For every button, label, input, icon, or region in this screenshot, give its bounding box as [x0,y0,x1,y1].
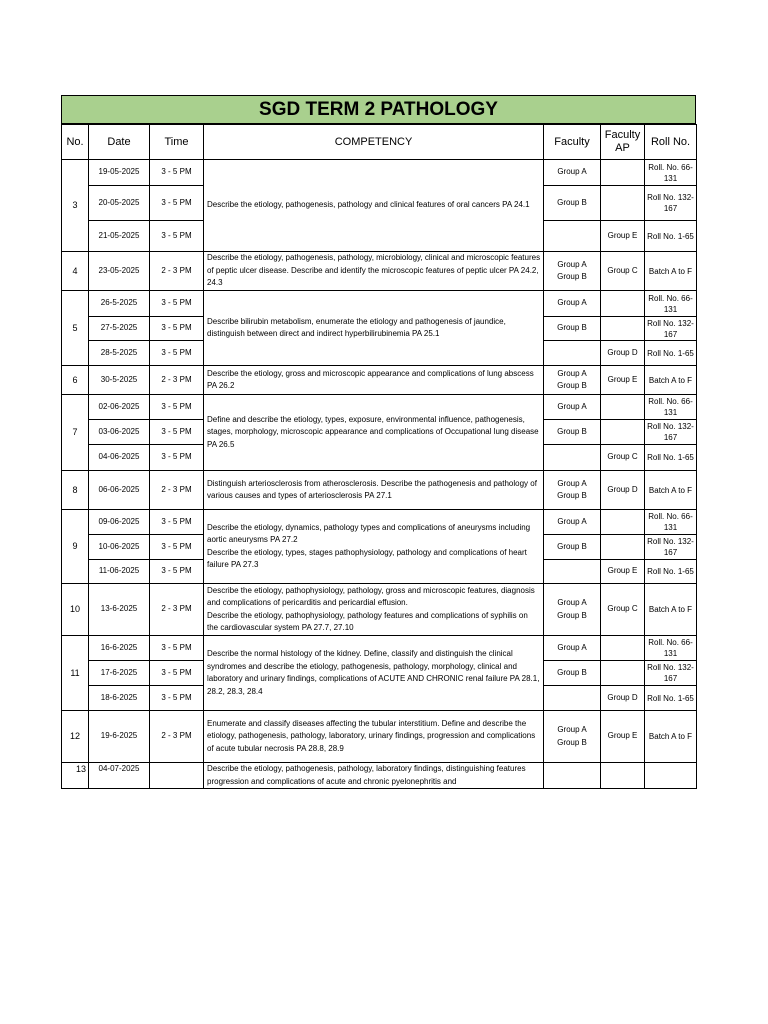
faculty-cell [544,560,601,584]
date-cell: 27-5-2025 [89,317,150,341]
schedule-sheet [61,95,696,789]
date-cell: 17-6-2025 [89,661,150,686]
faculty-cell [544,341,601,366]
time-cell: 2 - 3 PM [150,252,204,291]
faculty-ap-cell [601,535,645,560]
time-cell: 2 - 3 PM [150,711,204,763]
row-number: 10 [62,584,89,636]
faculty-ap-cell [601,636,645,661]
date-cell: 21-05-2025 [89,221,150,252]
row-number: 5 [62,291,89,366]
date-cell: 16-6-2025 [89,636,150,661]
roll-cell: Roll No. 132-167 [645,420,697,445]
faculty-ap-cell: Group E [601,560,645,584]
date-cell: 23-05-2025 [89,252,150,291]
faculty-cell: Group B [544,661,601,686]
date-cell: 18-6-2025 [89,686,150,711]
faculty-ap-cell [601,510,645,535]
date-cell: 04-07-2025 [89,763,150,789]
roll-cell: Roll No. 1-65 [645,560,697,584]
roll-cell: Roll No. 132-167 [645,661,697,686]
competency-cell: Describe the etiology, pathogenesis, pathology, microbiology, clinical and microscopic features of peptic ulcer disease. Describe and identify the microscopic features of peptic ulcer PA 24.2, 24.3 [204,252,544,291]
table-row [62,395,697,420]
faculty-cell: Group A [544,160,601,186]
faculty-ap-cell [601,291,645,317]
table-row [62,291,697,317]
table-row [62,366,697,395]
time-cell [150,763,204,789]
faculty-cell: Group A Group B [544,252,601,291]
row-number: 13 [62,763,89,789]
faculty-cell: Group B [544,317,601,341]
faculty-ap-cell [601,661,645,686]
competency-cell: Distinguish arteriosclerosis from atherosclerosis. Describe the pathogenesis and pathology of various causes and types of arteriosclerosis PA 27.1 [204,471,544,510]
row-number: 8 [62,471,89,510]
roll-cell: Batch A to F [645,366,697,395]
header-faculty: Faculty [544,125,601,160]
faculty-ap-cell [601,160,645,186]
faculty-ap-cell: Group D [601,686,645,711]
time-cell: 3 - 5 PM [150,341,204,366]
roll-cell [645,763,697,789]
roll-cell: Roll No. 1-65 [645,445,697,471]
table-row [62,636,697,661]
faculty-cell: Group A Group B [544,366,601,395]
faculty-cell: Group A [544,291,601,317]
date-cell: 06-06-2025 [89,471,150,510]
roll-cell: Roll No. 132-167 [645,317,697,341]
roll-cell: Roll No. 132-167 [645,535,697,560]
row-number: 4 [62,252,89,291]
competency-cell: Describe the etiology, gross and microscopic appearance and complications of lung abscess PA 26.2 [204,366,544,395]
time-cell: 3 - 5 PM [150,317,204,341]
time-cell: 2 - 3 PM [150,366,204,395]
table-row [62,471,697,510]
faculty-ap-cell: Group E [601,711,645,763]
faculty-ap-cell [601,317,645,341]
competency-cell: Define and describe the etiology, types, exposure, environmental influence, pathogenesis, stages, morphology, microscopic appearance and complications of Occupational lung disease PA 26.5 [204,395,544,471]
faculty-ap-cell: Group C [601,252,645,291]
faculty-cell: Group B [544,420,601,445]
row-number: 12 [62,711,89,763]
table-row [62,510,697,535]
faculty-cell: Group A [544,510,601,535]
competency-cell: Describe bilirubin metabolism, enumerate the etiology and pathogenesis of jaundice, distinguish between direct and indirect hyperbilirubinemia PA 25.1 [204,291,544,366]
date-cell: 30-5-2025 [89,366,150,395]
date-cell: 19-05-2025 [89,160,150,186]
date-cell: 04-06-2025 [89,445,150,471]
roll-cell: Roll No. 1-65 [645,221,697,252]
time-cell: 3 - 5 PM [150,686,204,711]
table-row [62,252,697,291]
header-row [62,125,697,160]
roll-cell: Roll. No. 66-131 [645,395,697,420]
time-cell: 3 - 5 PM [150,636,204,661]
competency-cell: Describe the etiology, pathophysiology, pathology, gross and microscopic features, diagnosis and complications of pericarditis and pericardial effusion. Describe the etiology, pathophysiology, pathology features and complications of syphilis on the cardiovascular system PA 27.7, 27.10 [204,584,544,636]
table-row [62,160,697,186]
time-cell: 3 - 5 PM [150,291,204,317]
header-date: Date [89,125,150,160]
faculty-cell: Group B [544,186,601,221]
date-cell: 26-5-2025 [89,291,150,317]
roll-cell: Roll No. 1-65 [645,341,697,366]
date-cell: 19-6-2025 [89,711,150,763]
time-cell: 3 - 5 PM [150,160,204,186]
date-cell: 10-06-2025 [89,535,150,560]
date-cell: 13-6-2025 [89,584,150,636]
header-faculty-ap: Faculty AP [601,125,645,160]
date-cell: 11-06-2025 [89,560,150,584]
time-cell: 3 - 5 PM [150,510,204,535]
roll-cell: Batch A to F [645,584,697,636]
roll-cell: Roll. No. 66-131 [645,510,697,535]
time-cell: 3 - 5 PM [150,560,204,584]
faculty-cell: Group A Group B [544,584,601,636]
roll-cell: Roll. No. 66-131 [645,160,697,186]
date-cell: 09-06-2025 [89,510,150,535]
competency-cell: Describe the etiology, pathogenesis, pathology and clinical features of oral cancers PA 24.1 [204,160,544,252]
faculty-cell: Group A [544,395,601,420]
faculty-ap-cell [601,420,645,445]
roll-cell: Batch A to F [645,252,697,291]
time-cell: 3 - 5 PM [150,395,204,420]
faculty-cell [544,221,601,252]
date-cell: 20-05-2025 [89,186,150,221]
header-competency: COMPETENCY [204,125,544,160]
row-number: 11 [62,636,89,711]
time-cell: 3 - 5 PM [150,535,204,560]
header-time: Time [150,125,204,160]
faculty-ap-cell [601,395,645,420]
competency-cell: Enumerate and classify diseases affecting the tubular interstitium. Define and describe the etiology, pathogenesis, pathology, laboratory, urinary findings, progression and complications of acute tubular necrosis PA 28.8, 28.9 [204,711,544,763]
faculty-cell [544,763,601,789]
competency-cell: Describe the etiology, pathogenesis, pathology, laboratory findings, distinguishing features progression and complications of acute and chronic pyelonephritis and [204,763,544,789]
header-roll-no: Roll No. [645,125,697,160]
roll-cell: Roll No. 1-65 [645,686,697,711]
header-no: No. [62,125,89,160]
table-row [62,711,697,763]
time-cell: 3 - 5 PM [150,420,204,445]
table-row [62,763,697,789]
faculty-cell: Group A Group B [544,711,601,763]
table-row [62,584,697,636]
date-cell: 03-06-2025 [89,420,150,445]
roll-cell: Batch A to F [645,471,697,510]
competency-cell: Describe the normal histology of the kidney. Define, classify and distinguish the clinical syndromes and describe the etiology, pathogenesis, pathology, morphology, clinical and laboratory and urinary findings, complications of ACUTE AND CHRONIC renal failure PA 28.1, 28.2, 28.3, 28.4 [204,636,544,711]
faculty-cell [544,686,601,711]
roll-cell: Batch A to F [645,711,697,763]
time-cell: 2 - 3 PM [150,471,204,510]
date-cell: 28-5-2025 [89,341,150,366]
faculty-cell: Group B [544,535,601,560]
faculty-cell: Group A Group B [544,471,601,510]
faculty-ap-cell: Group C [601,584,645,636]
faculty-ap-cell: Group E [601,366,645,395]
sheet-title: SGD TERM 2 PATHOLOGY [61,95,696,124]
faculty-ap-cell [601,763,645,789]
time-cell: 3 - 5 PM [150,186,204,221]
faculty-cell [544,445,601,471]
competency-cell: Describe the etiology, dynamics, pathology types and complications of aneurysms including aortic aneurysms PA 27.2 Describe the etiology, types, stages pathophysiology, pathology and complications of heart failure PA 27.3 [204,510,544,584]
date-cell: 02-06-2025 [89,395,150,420]
faculty-ap-cell: Group D [601,341,645,366]
faculty-cell: Group A [544,636,601,661]
faculty-ap-cell: Group D [601,471,645,510]
faculty-ap-cell: Group E [601,221,645,252]
row-number: 6 [62,366,89,395]
schedule-table [61,124,697,789]
row-number: 3 [62,160,89,252]
time-cell: 3 - 5 PM [150,221,204,252]
faculty-ap-cell: Group C [601,445,645,471]
row-number: 9 [62,510,89,584]
time-cell: 3 - 5 PM [150,445,204,471]
row-number: 7 [62,395,89,471]
time-cell: 2 - 3 PM [150,584,204,636]
roll-cell: Roll. No. 66-131 [645,636,697,661]
roll-cell: Roll. No. 66-131 [645,291,697,317]
faculty-ap-cell [601,186,645,221]
roll-cell: Roll No. 132-167 [645,186,697,221]
time-cell: 3 - 5 PM [150,661,204,686]
